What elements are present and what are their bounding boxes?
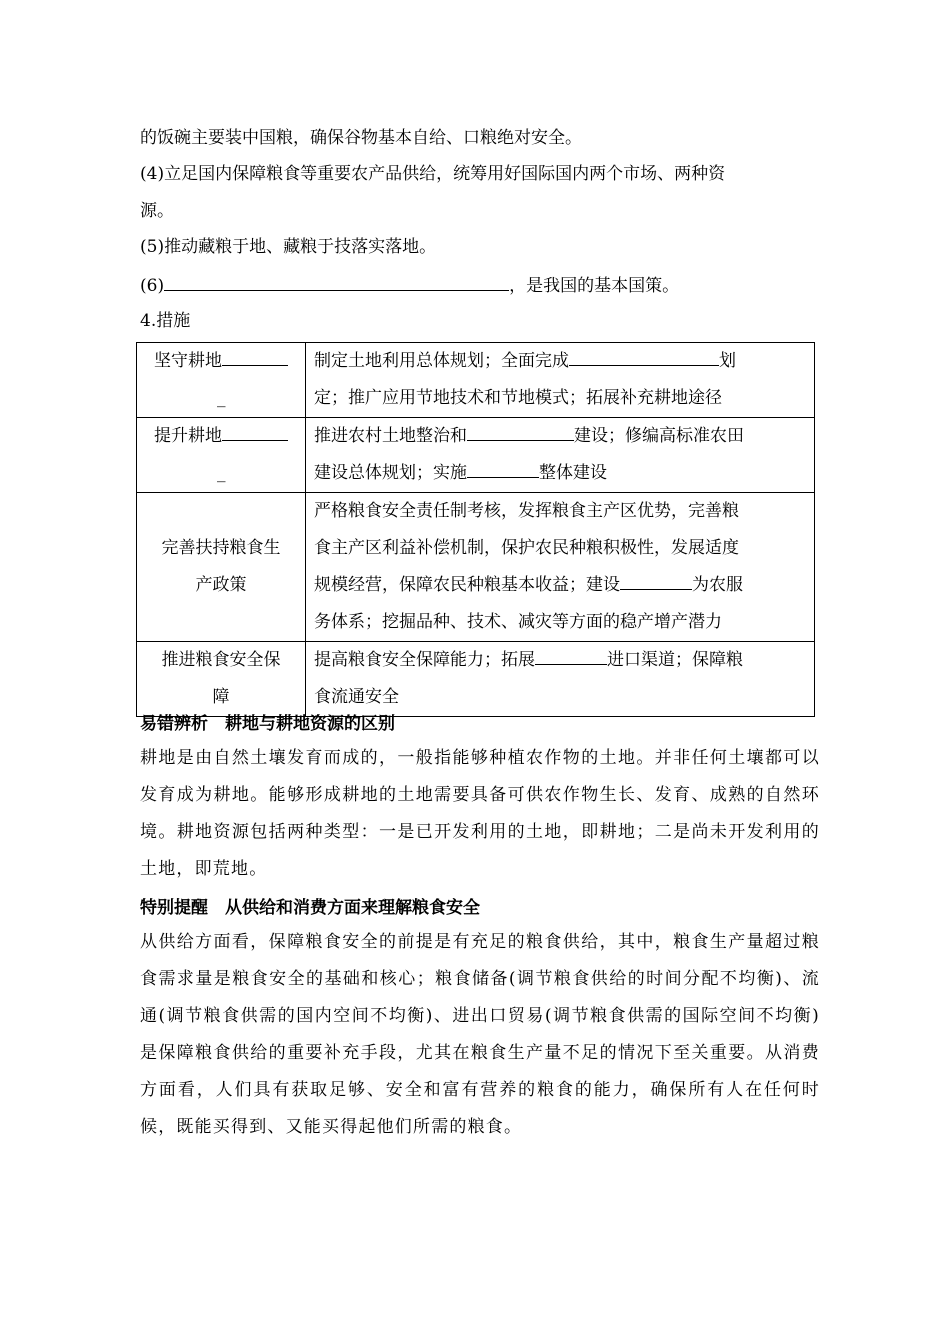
error-analysis-body: 耕地是由自然土壤发育而成的，一般指能够种植农作物的土地。并非任何土壤都可以发育成为耕地。能够形成耕地的土地需要具备可供农作物生长、发育、成熟的自然环境。耕地资源包括两种类型：一是已开发利用的土地，即耕地；二是尚未开发利用的土地，即荒地。 [140, 748, 820, 879]
row-content: 提高粮食安全保障能力；拓展 进口渠道；保障粮 食流通安全 [306, 642, 815, 717]
fill-blank[interactable] [222, 423, 288, 441]
row-content: 制定土地利用总体规划；全面完成 划 定；推广应用节地技术和节地模式；拓展补充耕地途径 [306, 343, 815, 418]
reminder-body: 从供给方面看，保障粮食安全的前提是有充足的粮食供给，其中，粮食生产量超过粮食需求量是粮食安全的基础和核心；粮食储备(调节粮食供给的时间分配不均衡)、流通(调节粮食供需的国内空间不均衡)、进出口贸易(调节粮食供需的国际空间不均衡)是保障粮食供给的重要补充手段，尤其在粮食生产量不足的情况下至关重要。从消费方面看，人们具有获取足够、安全和富有营养的粮食的能力，确保所有人在任何时候，既能买得到、又能买得起他们所需的粮食。 [140, 932, 820, 1137]
fill-blank[interactable] [535, 647, 607, 665]
fill-blank[interactable] [569, 348, 719, 366]
row-header: 提升耕地 _ [137, 418, 306, 493]
fill-blank[interactable] [467, 460, 539, 478]
fill-blank[interactable] [467, 423, 574, 441]
item-6-suffix: ，是我国的基本国策。 [509, 276, 680, 296]
row-header: 坚守耕地 _ [137, 343, 306, 418]
row-content: 推进农村土地整治和 建设；修编高标准农田 建设总体规划；实施 整体建设 [306, 418, 815, 493]
item-4: (4)立足国内保障粮食等重要农产品供给，统筹用好国际国内两个市场、两种资 [140, 164, 726, 184]
fill-blank[interactable] [620, 572, 692, 590]
fill-blank[interactable] [222, 348, 288, 366]
item-4-continued: 源。 [140, 201, 174, 221]
fill-blank[interactable] [164, 273, 509, 291]
row-header: 推进粮食安全保 障 [137, 642, 306, 717]
reminder-title: 特别提醒 从供给和消费方面来理解粮食安全 [140, 898, 480, 918]
table-row [137, 642, 815, 717]
table-row [137, 418, 815, 493]
table-row [137, 493, 815, 642]
table-row [137, 343, 815, 418]
intro-line: 的饭碗主要装中国粮，确保谷物基本自给、口粮绝对安全。 [140, 128, 582, 148]
item-6 [140, 273, 679, 296]
item-6-prefix: (6) [140, 276, 165, 296]
item-5: (5)推动藏粮于地、藏粮于技落实落地。 [140, 237, 437, 257]
row-header: 完善扶持粮食生 产政策 [137, 493, 306, 642]
row-content: 严格粮食安全责任制考核，发挥粮食主产区优势，完善粮 食主产区利益补偿机制，保护农民种粮积极性，发展适度 规模经营，保障农民种粮基本收益；建设 为农服 务体系；挖掘品种、技术、减灾等方面的稳产增产潜力 [306, 493, 815, 642]
section-heading: 4.措施 [140, 311, 191, 331]
error-analysis-title: 易错辨析 耕地与耕地资源的区别 [140, 714, 395, 734]
measures-table [136, 342, 815, 717]
